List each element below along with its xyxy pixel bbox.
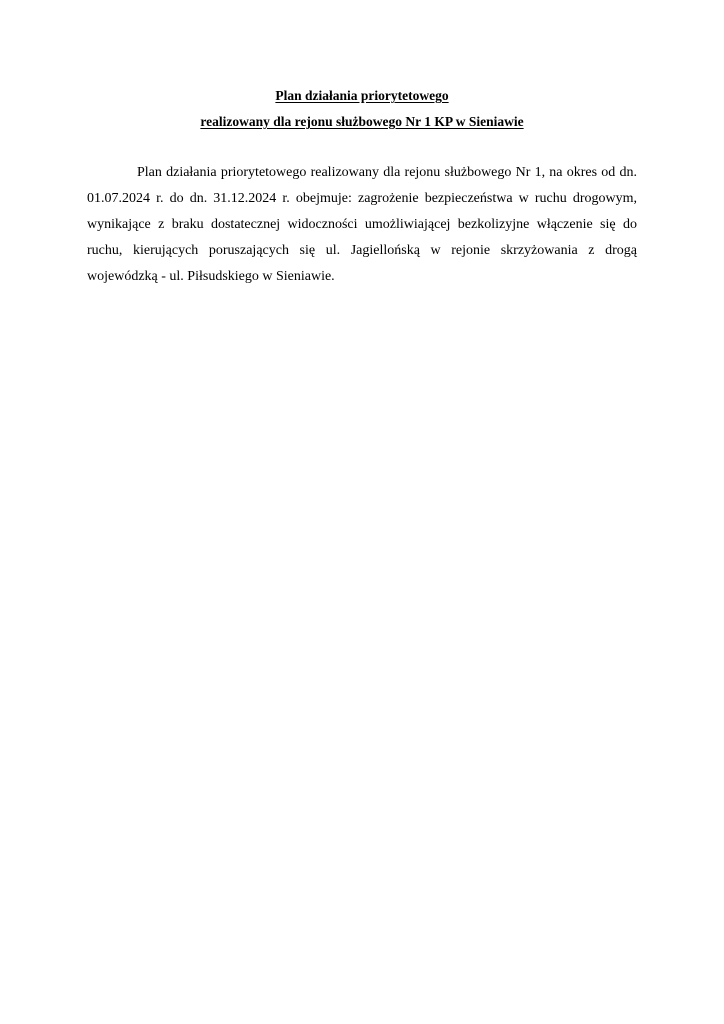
- document-title-line-2: realizowany dla rejonu służbowego Nr 1 KP w Sieniawie: [200, 114, 524, 129]
- document-title-line-1: Plan działania priorytetowego: [275, 88, 449, 103]
- document-paragraph: Plan działania priorytetowego realizowany dla rejonu służbowego Nr 1, na okres od dn. 01.07.2024 r. do dn. 31.12.2024 r. obejmuje: zagrożenie bezpieczeństwa w ruchu drogowym, wynikające z braku dostatecznej widoczności umożliwiającej bezkolizyjne włączenie się do ruchu, kierujących poruszających się ul. Jagiellońską w rejonie skrzyżowania z drogą wojewódzką - ul. Piłsudskiego w Sieniawie.: [87, 165, 637, 284]
